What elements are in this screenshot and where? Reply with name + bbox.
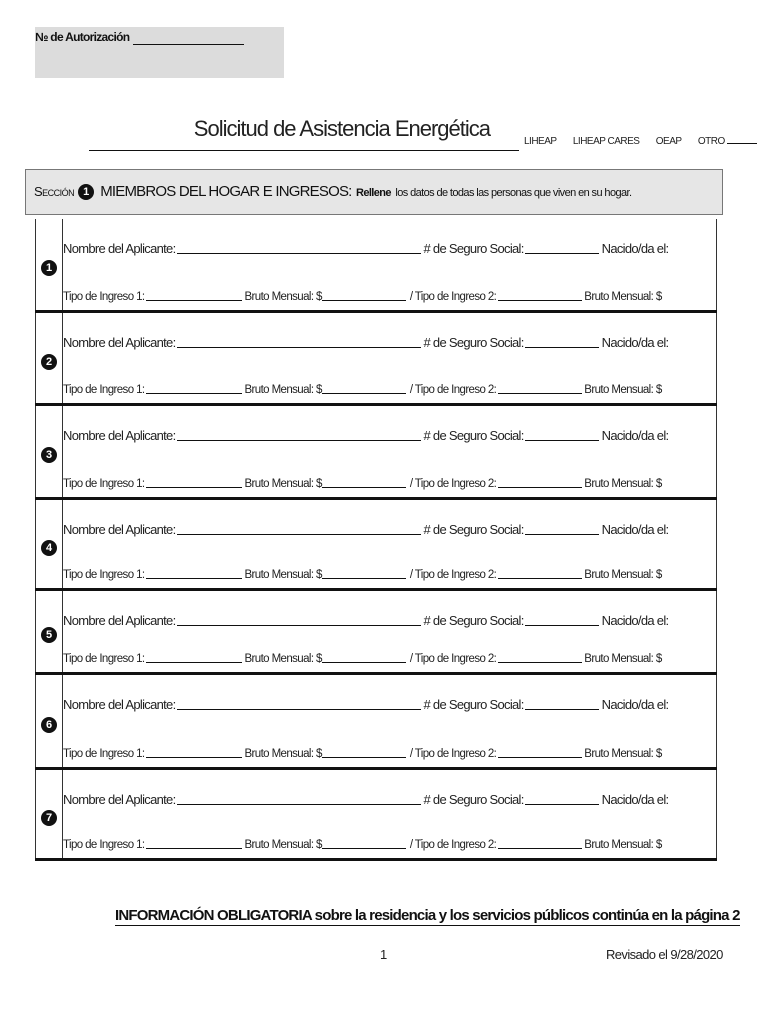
ssn-field[interactable] — [525, 803, 599, 805]
applicant-name-label: Nombre del Aplicante: — [63, 613, 176, 628]
ssn-field[interactable] — [525, 346, 599, 348]
income-type-1-field[interactable] — [146, 847, 242, 849]
ssn-field[interactable] — [525, 252, 599, 254]
income-type-2-label: / Tipo de Ingreso 2: — [409, 569, 497, 581]
gross-monthly-2-label: Bruto Mensual: $ — [584, 384, 662, 396]
member-line-identity — [63, 241, 668, 256]
section-heading: MIEMBROS DEL HOGAR E INGRESOS: — [100, 183, 352, 200]
income-type-2-field[interactable] — [498, 486, 582, 488]
income-type-1-label: Tipo de Ingreso 1: — [63, 291, 145, 303]
program-otro-field[interactable] — [727, 143, 757, 144]
birth-date-label: Nacido/da el: — [601, 241, 669, 256]
section-instruction: los datos de todas las personas que viven en su hogar. — [395, 187, 632, 199]
income-type-2-label: / Tipo de Ingreso 2: — [409, 291, 497, 303]
income-type-1-field[interactable] — [146, 486, 242, 488]
birth-date-label: Nacido/da el: — [601, 522, 669, 537]
program-liheap-cares[interactable]: LIHEAP CARES — [572, 136, 640, 147]
gross-monthly-2-label: Bruto Mensual: $ — [584, 653, 662, 665]
program-liheap[interactable]: LIHEAP — [524, 136, 557, 147]
page-number: 1 — [380, 947, 388, 962]
section-word: Sección — [34, 184, 75, 199]
member-number-badge: 2 — [41, 354, 57, 370]
income-type-2-label: / Tipo de Ingreso 2: — [409, 653, 497, 665]
ssn-label: # de Seguro Social: — [423, 697, 524, 712]
ssn-label: # de Seguro Social: — [423, 522, 524, 537]
birth-date-label: Nacido/da el: — [601, 428, 669, 443]
applicant-name-label: Nombre del Aplicante: — [63, 428, 176, 443]
member-row — [35, 313, 717, 406]
gross-monthly-1-label: Bruto Mensual: $ — [244, 478, 322, 490]
authorization-label: № de Autorización — [35, 30, 130, 44]
applicant-name-field[interactable] — [177, 252, 421, 254]
member-row — [35, 406, 717, 500]
member-row — [35, 219, 717, 313]
gross-monthly-1-field[interactable] — [322, 661, 406, 663]
gross-monthly-2-label: Bruto Mensual: $ — [584, 291, 662, 303]
gross-monthly-1-label: Bruto Mensual: $ — [244, 839, 322, 851]
income-type-1-label: Tipo de Ingreso 1: — [63, 839, 145, 851]
income-type-1-field[interactable] — [146, 577, 242, 579]
member-line-income — [63, 569, 662, 581]
member-number-badge: 4 — [41, 540, 57, 556]
applicant-name-label: Nombre del Aplicante: — [63, 241, 176, 256]
member-number-column — [35, 770, 63, 861]
member-row — [35, 591, 717, 675]
birth-date-label: Nacido/da el: — [601, 613, 669, 628]
member-line-income — [63, 653, 662, 665]
member-line-identity — [63, 613, 668, 628]
member-line-identity — [63, 697, 668, 712]
member-line-income — [63, 839, 662, 851]
income-type-2-label: / Tipo de Ingreso 2: — [409, 839, 497, 851]
member-line-income — [63, 478, 662, 490]
income-type-2-field[interactable] — [498, 392, 582, 394]
page-title: Solicitud de Asistencia Energética — [193, 116, 490, 141]
applicant-name-field[interactable] — [177, 439, 421, 441]
member-line-income — [63, 748, 662, 760]
ssn-field[interactable] — [525, 533, 599, 535]
member-number-column — [35, 591, 63, 675]
section-title — [34, 183, 631, 201]
gross-monthly-1-field[interactable] — [322, 847, 406, 849]
member-line-identity — [63, 335, 668, 350]
program-options — [524, 136, 770, 147]
applicant-name-field[interactable] — [177, 533, 421, 535]
ssn-field[interactable] — [525, 624, 599, 626]
income-type-1-label: Tipo de Ingreso 1: — [63, 653, 145, 665]
member-number-column — [35, 500, 63, 591]
member-line-income — [63, 291, 662, 303]
revision-date: Revisado el 9/28/2020 — [606, 947, 723, 962]
member-number-badge: 3 — [41, 447, 57, 463]
member-number-column — [35, 313, 63, 406]
gross-monthly-1-field[interactable] — [322, 299, 406, 301]
member-number-badge: 6 — [41, 717, 57, 733]
gross-monthly-1-label: Bruto Mensual: $ — [244, 653, 322, 665]
gross-monthly-2-label: Bruto Mensual: $ — [584, 569, 662, 581]
income-type-1-field[interactable] — [146, 661, 242, 663]
gross-monthly-1-label: Bruto Mensual: $ — [244, 748, 322, 760]
ssn-label: # de Seguro Social: — [423, 241, 524, 256]
gross-monthly-2-label: Bruto Mensual: $ — [584, 748, 662, 760]
member-row — [35, 675, 717, 770]
program-otro-label: OTRO — [697, 136, 725, 147]
income-type-1-field[interactable] — [146, 392, 242, 394]
gross-monthly-1-field[interactable] — [322, 756, 406, 758]
mandatory-info-note: INFORMACIÓN OBLIGATORIA sobre la residencia y los servicios públicos continúa en la página 2 — [115, 907, 740, 924]
member-number-column — [35, 675, 63, 770]
member-number-badge: 1 — [41, 260, 57, 276]
section-instruction-bold: Rellene — [355, 187, 391, 199]
member-number-badge: 7 — [41, 810, 57, 826]
applicant-name-field[interactable] — [177, 708, 421, 710]
birth-date-label: Nacido/da el: — [601, 335, 669, 350]
title-underline — [89, 150, 519, 151]
income-type-2-field[interactable] — [498, 756, 582, 758]
birth-date-label: Nacido/da el: — [601, 697, 669, 712]
applicant-name-label: Nombre del Aplicante: — [63, 335, 176, 350]
member-line-identity — [63, 428, 668, 443]
section-number-badge: 1 — [78, 184, 94, 200]
income-type-2-field[interactable] — [498, 847, 582, 849]
gross-monthly-1-field[interactable] — [322, 577, 406, 579]
gross-monthly-1-field[interactable] — [322, 392, 406, 394]
income-type-1-field[interactable] — [146, 299, 242, 301]
income-type-2-label: / Tipo de Ingreso 2: — [409, 384, 497, 396]
gross-monthly-2-label: Bruto Mensual: $ — [584, 478, 662, 490]
income-type-1-label: Tipo de Ingreso 1: — [63, 569, 145, 581]
member-line-identity — [63, 792, 668, 807]
birth-date-label: Nacido/da el: — [601, 792, 669, 807]
income-type-2-field[interactable] — [498, 299, 582, 301]
member-line-income — [63, 384, 662, 396]
income-type-1-label: Tipo de Ingreso 1: — [63, 384, 145, 396]
gross-monthly-1-label: Bruto Mensual: $ — [244, 384, 322, 396]
applicant-name-field[interactable] — [177, 803, 421, 805]
ssn-field[interactable] — [525, 708, 599, 710]
income-type-2-label: / Tipo de Ingreso 2: — [409, 478, 497, 490]
income-type-2-label: / Tipo de Ingreso 2: — [409, 748, 497, 760]
member-line-identity — [63, 522, 668, 537]
applicant-name-field[interactable] — [177, 624, 421, 626]
income-type-2-field[interactable] — [498, 661, 582, 663]
row-divider — [35, 858, 717, 861]
gross-monthly-1-label: Bruto Mensual: $ — [244, 291, 322, 303]
authorization-number-field[interactable] — [133, 44, 244, 45]
member-number-badge: 5 — [41, 627, 57, 643]
applicant-name-label: Nombre del Aplicante: — [63, 697, 176, 712]
member-number-column — [35, 219, 63, 313]
income-type-2-field[interactable] — [498, 577, 582, 579]
ssn-field[interactable] — [525, 439, 599, 441]
applicant-name-label: Nombre del Aplicante: — [63, 792, 176, 807]
applicant-name-label: Nombre del Aplicante: — [63, 522, 176, 537]
income-type-1-label: Tipo de Ingreso 1: — [63, 478, 145, 490]
member-row — [35, 500, 717, 591]
gross-monthly-1-field[interactable] — [322, 486, 406, 488]
ssn-label: # de Seguro Social: — [423, 613, 524, 628]
ssn-label: # de Seguro Social: — [423, 428, 524, 443]
gross-monthly-1-label: Bruto Mensual: $ — [244, 569, 322, 581]
member-number-column — [35, 406, 63, 500]
ssn-label: # de Seguro Social: — [423, 792, 524, 807]
income-type-1-field[interactable] — [146, 756, 242, 758]
program-otro[interactable] — [698, 136, 770, 147]
ssn-label: # de Seguro Social: — [423, 335, 524, 350]
gross-monthly-2-label: Bruto Mensual: $ — [584, 839, 662, 851]
applicant-name-field[interactable] — [177, 346, 421, 348]
member-row — [35, 770, 717, 861]
program-oeap[interactable]: OEAP — [655, 136, 682, 147]
income-type-1-label: Tipo de Ingreso 1: — [63, 748, 145, 760]
